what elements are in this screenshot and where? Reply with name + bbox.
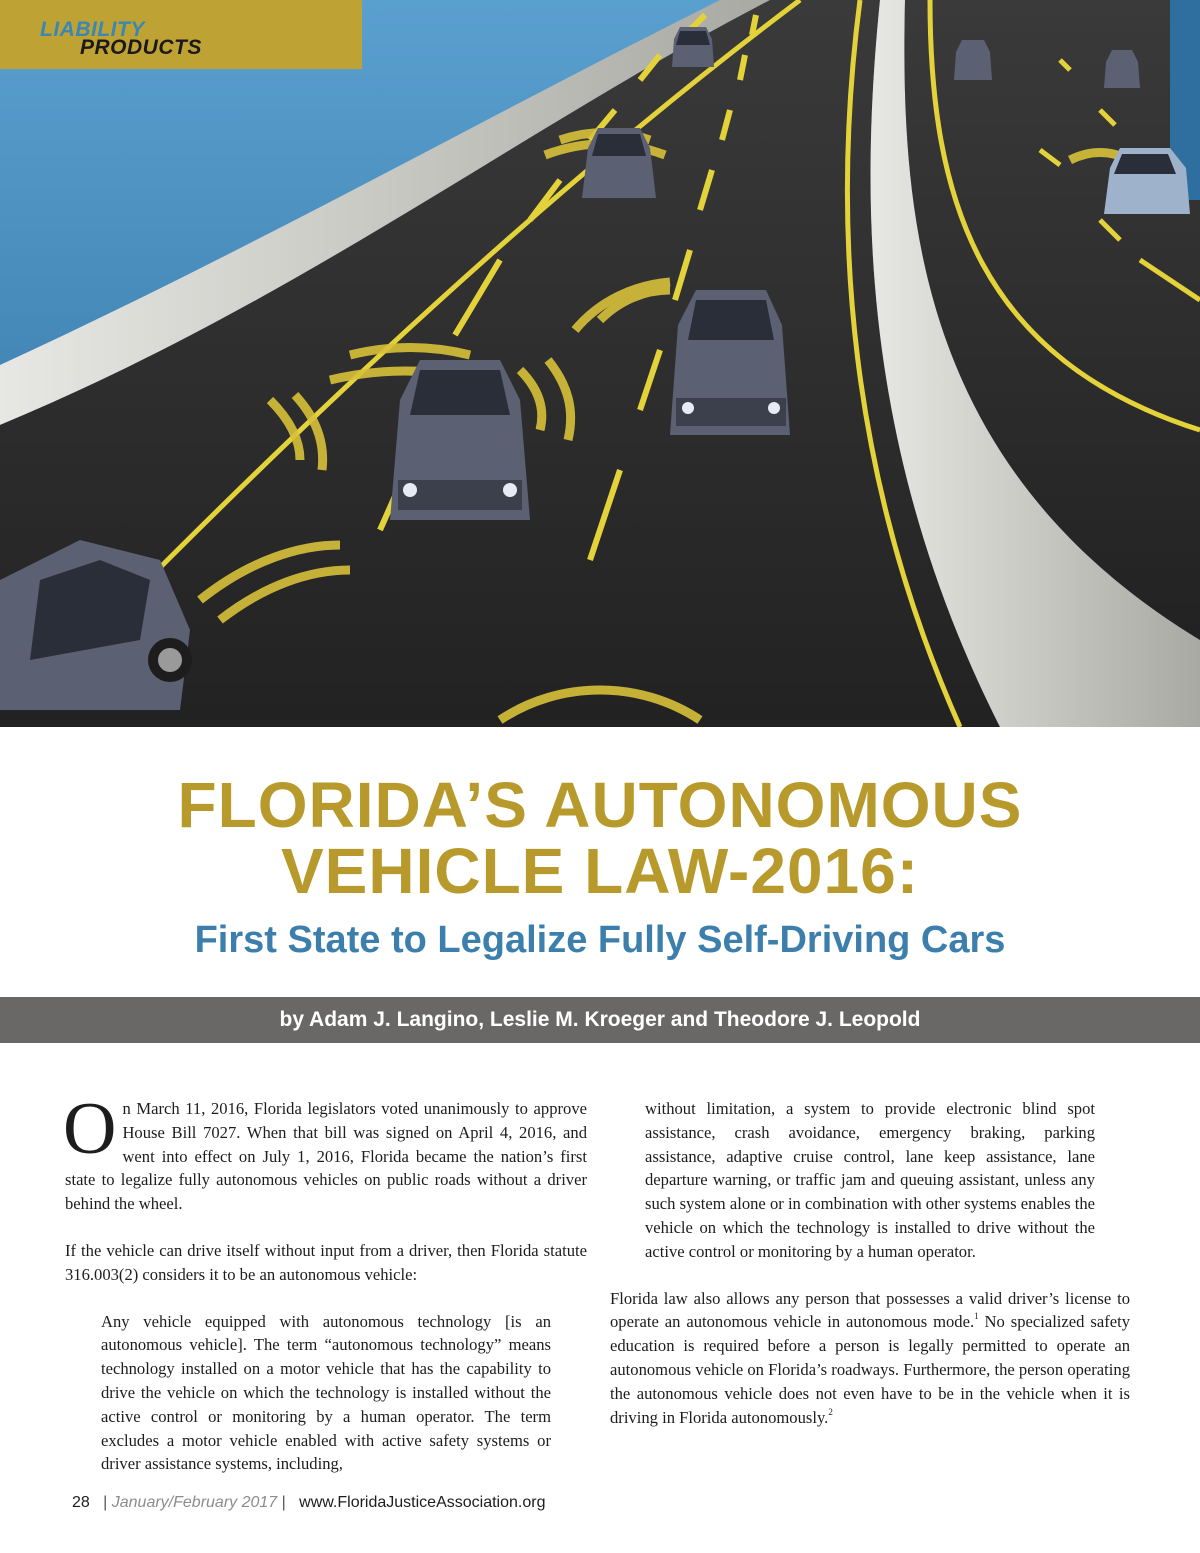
article-subtitle: First State to Legalize Fully Self-Driving Cars <box>194 919 1006 961</box>
intro-paragraph <box>63 1088 587 1216</box>
drop-cap: O <box>63 1088 117 1170</box>
statute-quote-part1: Any vehicle equipped with autonomous technology [is an autonomous vehicle]. The term “autonomous technology” means technology installed on a motor vehicle that has the capability to drive the vehicle on which the technology is installed without the active control or monitoring by a human operator. The term excludes a motor vehicle enabled with active safety systems or driver assistance systems, including, <box>101 1311 551 1474</box>
footnote-ref-2[interactable]: 2 <box>828 1406 833 1417</box>
highway-illustration <box>0 0 1200 727</box>
statute-intro-paragraph: If the vehicle can drive itself without input from a driver, then Florida statute 316.003(2) considers it to be an autonomous vehicle: <box>65 1240 587 1284</box>
issue-date: January/February 2017 <box>111 1494 278 1511</box>
hero-image <box>0 0 1200 727</box>
article-title-line2: VEHICLE LAW-2016: <box>280 835 920 907</box>
page-number: 28 <box>72 1494 90 1511</box>
byline-bar: by Adam J. Langino, Leslie M. Kroeger and Theodore J. Leopold <box>0 997 1200 1043</box>
article-title-line1: FLORIDA’S AUTONOMOUS <box>177 769 1023 841</box>
license-paragraph: Florida law also allows any person that possesses a valid driver’s license to operate an autonomous vehicle in autonomous mode.$^1$ No specialized safety education is required before a person is legally permitted to operate an autonomous vehicle on Florida’s roadways. Furthermore, the person operating the autonomous vehicle does not even have to be in the vehicle when it is driving in Florida autonomously.$^2$ <box>610 1288 1130 1427</box>
column-right <box>610 1097 1130 1429</box>
intro-text: n March 11, 2016, Florida legislators voted unanimously to approve House Bill 7027. When that bill was signed on April 4, 2016, and went into effect on July 1, 2016, Florida became the nation’s first state to legalize fully autonomous vehicles on public roads without a driver behind the wheel. <box>65 1099 587 1214</box>
page-footer: 28 | January/February 2017 | www.FloridaJusticeAssociation.org <box>72 1494 546 1511</box>
statute-quote-part2: without limitation, a system to provide electronic blind spot assistance, crash avoidance, emergency braking, parking assistance, adaptive cruise control, lane keep assistance, lane departure warning, or traffic jam and queuing assistant, unless any such system alone or in combination with other systems enables the vehicle on which the technology is installed to drive without the active control or monitoring by a human operator. <box>645 1099 1095 1261</box>
section-tag <box>0 0 362 69</box>
section-tag-liability: LIABILITY <box>40 18 145 41</box>
footnote-ref-1[interactable]: 1 <box>974 1311 979 1322</box>
website-link[interactable]: www.FloridaJusticeAssociation.org <box>299 1494 546 1511</box>
column-left <box>63 1088 587 1476</box>
section-tag-products: PRODUCTS <box>80 36 202 59</box>
